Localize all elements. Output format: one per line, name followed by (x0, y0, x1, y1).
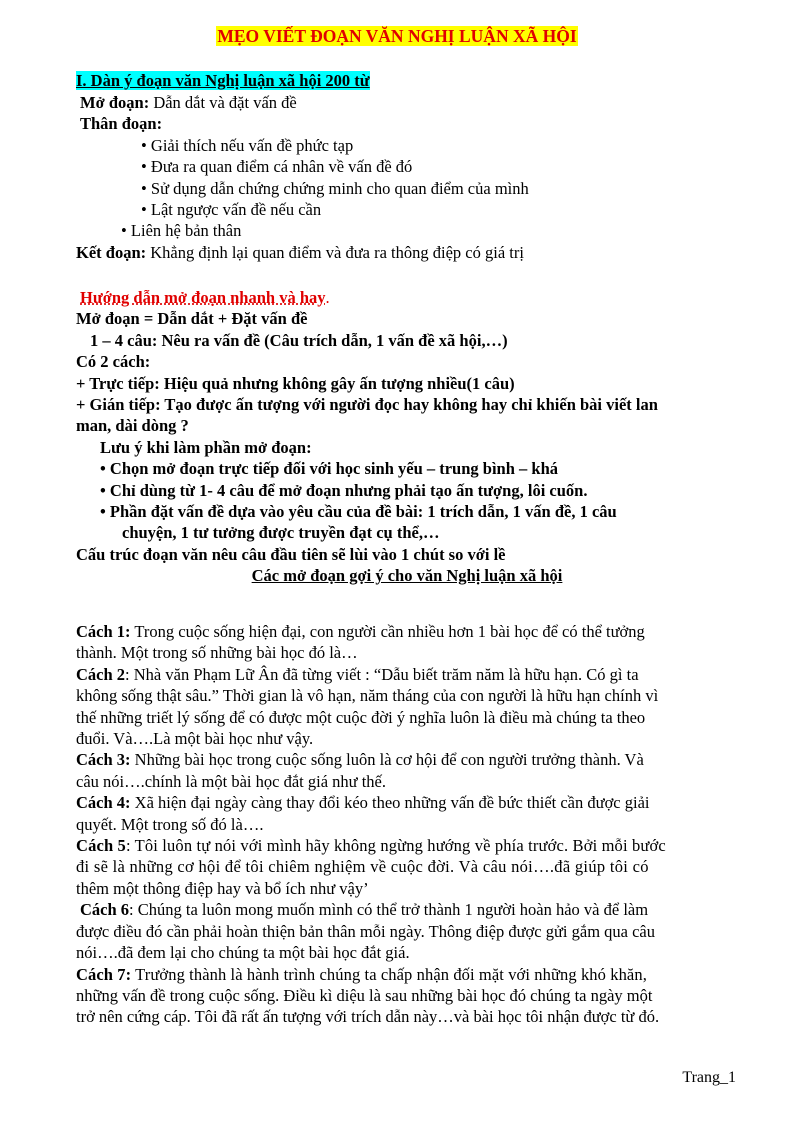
list-item: Cách 3: Những bài học trong cuộc sống luôn là cơ hội để con người trưởng thành. Và câu nói….chính là một bài học đắt giá như thế. (76, 750, 644, 791)
page-title-wrap (0, 26, 794, 47)
guide-line: man, dài dòng ? (76, 416, 189, 436)
guide-heading: Hướng dẫn mở đoạn nhanh và hay (80, 288, 326, 307)
mo-doan-line: Mở đoạn: Dẫn dắt và đặt vấn đề (80, 93, 297, 112)
guide-line: Cấu trúc đoạn văn nêu câu đầu tiên sẽ lùi vào 1 chút so với lề (76, 544, 506, 564)
guide-line: chuyện, 1 tư tưởng được truyền đạt cụ thể,… (122, 523, 440, 543)
guide-line: 1 – 4 câu: Nêu ra vấn đề (Câu trích dẫn, 1 vấn đề xã hội,…) (90, 330, 508, 350)
list-item: Cách 4: Xã hiện đại ngày càng thay đổi kéo theo những vấn đề bức thiết cần được giải quyết. Một trong số đó là…. (76, 793, 650, 834)
guide-heading-dot: . (325, 288, 330, 307)
suggestions-list (76, 621, 738, 1028)
list-item: Cách 6: Chúng ta luôn mong muốn mình có thể trở thành 1 người hoàn hảo và để làm được điều đó cần phải hoàn thiện bản thân mỗi ngày. Thông điệp được gửi gắm qua câu nói….đã đem lại cho chúng ta một bài học đắt giá. (76, 900, 656, 963)
outline-section (76, 70, 738, 263)
outline-bullet: • Liên hệ bản thân (121, 221, 242, 241)
guide-line: Mở đoạn = Dẫn dắt + Đặt vấn đề (76, 309, 308, 329)
section-heading: I. Dàn ý đoạn văn Nghị luận xã hội 200 từ (76, 71, 370, 90)
guide-line: • Chỉ dùng từ 1- 4 câu để mở đoạn nhưng phải tạo ấn tượng, lôi cuốn. (100, 480, 588, 500)
guide-line: Lưu ý khi làm phần mở đoạn: (100, 437, 312, 457)
outline-bullet: • Giải thích nếu vấn đề phức tạp (141, 135, 354, 155)
guide-line: • Phần đặt vấn đề dựa vào yêu cầu của đề bài: 1 trích dẫn, 1 vấn đề, 1 câu (100, 502, 617, 522)
than-doan-label: Thân đoạn: (80, 114, 163, 134)
guide-line: • Chọn mở đoạn trực tiếp đối với học sinh yếu – trung bình – khá (100, 459, 559, 479)
guide-line: + Gián tiếp: Tạo được ấn tượng với người đọc hay không hay chỉ khiến bài viết lan (76, 395, 658, 415)
list-item: Cách 1: Trong cuộc sống hiện đại, con người cần nhiều hơn 1 bài học để có thể tưởng thành. Một trong số những bài học đó là… (76, 622, 645, 663)
outline-bullet: • Sử dụng dẫn chứng chứng minh cho quan điểm của mình (141, 178, 529, 198)
guide-section (76, 287, 738, 587)
list-item: Cách 2: Nhà văn Phạm Lữ Ân đã từng viết : “Dẫu biết trăm năm là hữu hạn. Có gì ta không sống thật sâu.” Thời gian là vô hạn, năm tháng của con người là hữu hạn chính vì thế những triết lý sống để có được một cuộc đời ý nghĩa luôn là điều mà chúng ta theo đuổi. Và….Là một bài học như vậy. (76, 664, 659, 749)
ket-doan-line: Kết đoạn: Khẳng định lại quan điểm và đưa ra thông điệp có giá trị (76, 242, 524, 262)
guide-line: + Trực tiếp: Hiệu quả nhưng không gây ấn tượng nhiều(1 câu) (76, 373, 515, 393)
page-number: Trang_1 (682, 1069, 736, 1086)
list-item: Cách 5: Tôi luôn tự nói với mình hãy không ngừng hướng về phía trước. Bởi mỗi bước đi sẽ là những cơ hội để tôi chiêm nghiệm về cuộc đời. Và câu nói….đã giúp tôi có thêm một thông điệp hay và bổ ích như vậy’ (76, 836, 666, 898)
guide-line: Có 2 cách: (76, 352, 151, 372)
outline-bullet: • Đưa ra quan điểm cá nhân về vấn đề đó (141, 157, 413, 177)
suggestions-heading: Các mở đoạn gợi ý cho văn Nghị luận xã hội (251, 566, 563, 586)
page-title: MẸO VIẾT ĐOẠN VĂN NGHỊ LUẬN XÃ HỘI (217, 26, 577, 46)
list-item: Cách 7: Trưởng thành là hành trình chúng ta chấp nhận đối mặt với những khó khăn, những vấn đề trong cuộc sống. Điều kì diệu là sau những bài học đó chúng ta ngày một trở nên cứng cáp. Tôi đã rất ấn tượng với trích dẫn này…và bài học tôi nhận được từ đó. (76, 964, 660, 1027)
outline-bullet: • Lật ngược vấn đề nếu cần (141, 200, 322, 220)
